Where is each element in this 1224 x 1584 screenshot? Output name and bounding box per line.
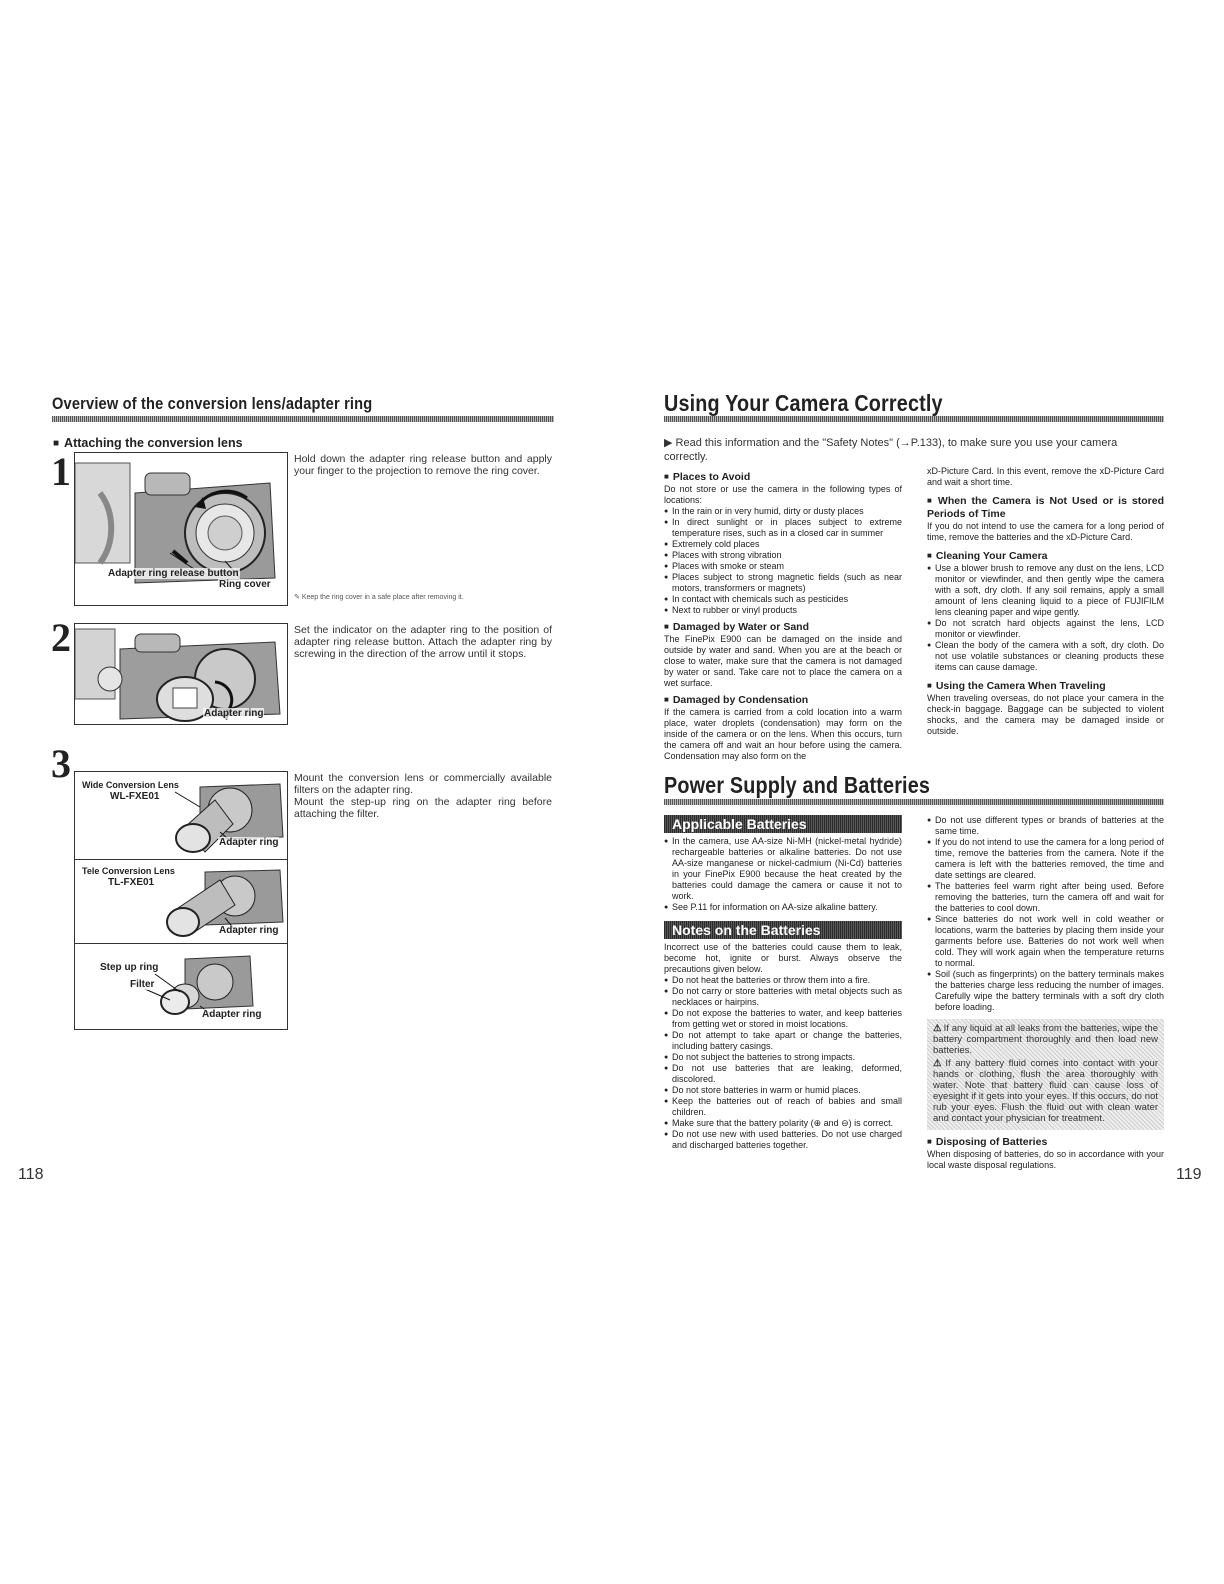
label-adapter-ring-tele: Adapter ring	[219, 925, 279, 936]
list-item: ● See P.11 for information on AA-size alkaline battery.	[664, 902, 902, 913]
label-step-up-ring: Step up ring	[100, 962, 159, 973]
step-3-tele-lens-figure	[74, 859, 288, 945]
list-item: ● Do not scratch hard objects against the lens, LCD monitor or viewfinder.	[927, 618, 1164, 640]
water-sand-text: The FinePix E900 can be damaged on the inside and outside by water and sand. When you are at the beach or close to water, make sure that the camera is not damaged by water or sand. Take care not to place the camera on a wet surface.	[664, 634, 902, 688]
step-3-text-line2: Mount the step-up ring on the adapter ring before attaching the filter.	[294, 796, 552, 820]
right-page-title: Using Your Camera Correctly	[664, 390, 943, 416]
list-item: ● Keep the batteries out of reach of babies and small children.	[664, 1096, 902, 1118]
list-item: ● The batteries feel warm right after being used. Before removing the batteries, turn the camera off and wait for the batteries to cool down.	[927, 881, 1164, 914]
power-title-rule	[664, 799, 1164, 805]
list-item: ● Do not store batteries in warm or humid places.	[664, 1085, 902, 1096]
not-used-heading: ■ When the Camera is Not Used or is stored Periods of Time	[927, 494, 1164, 521]
note-icon: ✎	[294, 594, 302, 601]
list-item: ● Do not use different types or brands of batteries at the same time.	[927, 815, 1164, 837]
right-title-rule	[664, 416, 1164, 422]
notes-list	[664, 975, 902, 1151]
list-item: ● In contact with chemicals such as pesticides	[664, 594, 902, 605]
list-item: ● In direct sunlight or in places subject to extreme temperature rises, such as in a closed car in summer	[664, 517, 902, 539]
label-filter: Filter	[130, 979, 155, 990]
label-adapter-ring-step2: Adapter ring	[204, 708, 264, 719]
step-1-note: ✎ Keep the ring cover in a safe place after removing it.	[294, 594, 464, 601]
notes-batteries-banner: Notes on the Batteries	[664, 921, 902, 939]
list-item: ● If you do not intend to use the camera for a long period of time, remove the batteries from the camera. Note if the camera is left with the batteries removed, the time and date settings are cleared.	[927, 837, 1164, 881]
list-item: ● Do not carry or store batteries with metal objects such as necklaces or hairpins.	[664, 986, 902, 1008]
label-adapter-ring-filter: Adapter ring	[202, 1009, 262, 1020]
water-sand-heading: ■ Damaged by Water or Sand	[664, 620, 902, 634]
label-wl-fxe01: WL-FXE01	[110, 791, 160, 802]
label-tele-conversion-lens: Tele Conversion Lens	[82, 866, 175, 876]
traveling-heading: ■ Using the Camera When Traveling	[927, 679, 1164, 693]
step-1-number: 1	[51, 449, 71, 494]
step-3-step-up-ring-figure	[74, 943, 288, 1030]
notes-continued-list	[927, 815, 1164, 1013]
step-2-number: 2	[51, 615, 71, 660]
right-col1-top	[664, 466, 902, 762]
places-to-avoid-intro: Do not store or use the camera in the following types of locations:	[664, 484, 902, 505]
warning-triangle-icon: ⚠	[933, 1058, 944, 1069]
step-3-wide-lens-figure	[74, 771, 288, 861]
xd-card-text: xD-Picture Card. In this event, remove the xD-Picture Card and wait a short time.	[927, 466, 1164, 487]
applicable-batteries-banner: Applicable Batteries	[664, 815, 902, 833]
list-item: ● Do not subject the batteries to strong impacts.	[664, 1052, 902, 1063]
label-adapter-ring-wide: Adapter ring	[219, 837, 279, 848]
step-2-text: Set the indicator on the adapter ring to the position of adapter ring release button. Attach the adapter ring by screwing in the direction of the arrow until it stops.	[294, 624, 552, 660]
list-item: ● Do not use new with used batteries. Do not use charged and discharged batteries together.	[664, 1129, 902, 1151]
attach-lens-subheading: ■ Attaching the conversion lens	[53, 436, 243, 450]
notes-intro: Incorrect use of the batteries could cause them to leak, become hot, ignite or burst. Always observe the precautions given below.	[664, 942, 902, 974]
list-item: ● Do not expose the batteries to water, and keep batteries from getting wet or stored in moist locations.	[664, 1008, 902, 1030]
left-page-title: Overview of the conversion lens/adapter ring	[52, 394, 373, 413]
page-number-right: 119	[1176, 1166, 1202, 1183]
warning-item: ⚠ If any battery fluid comes into contact with your hands or clothing, flush the area thoroughly with water. Note that battery fluid can cause loss of eyesight if it gets into your eyes. If this occurs, do not rub your eyes. Flush the fluid out with clean water and contact your physician for treatment.	[933, 1058, 1158, 1124]
right-intro: ▶ Read this information and the "Safety Notes" (→P.133), to make sure you use your camera correctly.	[664, 437, 1118, 463]
places-to-avoid-heading: ■ Places to Avoid	[664, 470, 902, 484]
traveling-text: When traveling overseas, do not place your camera in the check-in baggage. Baggage can be subjected to violent shocks, and the camera may be damaged inside or outside.	[927, 693, 1164, 736]
warning-item: ⚠ If any liquid at all leaks from the batteries, wipe the battery compartment thoroughly and then load new batteries.	[933, 1023, 1158, 1056]
battery-warning-box	[927, 1019, 1164, 1130]
list-item: ● Use a blower brush to remove any dust on the lens, LCD monitor or viewfinder, and then gently wipe the camera with a soft, dry cloth. If any soil remains, apply a small amount of lens cleaning liquid to a piece of FUJIFILM lens cleaning paper and wipe gently.	[927, 563, 1164, 618]
cleaning-heading: ■ Cleaning Your Camera	[927, 549, 1164, 563]
list-item: ● Do not attempt to take apart or change the batteries, including battery casings.	[664, 1030, 902, 1052]
list-item: ● Since batteries do not work well in cold weather or locations, warm the batteries by placing them inside your garments before use. Batteries do not work well when cold. They will work again when the temperature returns to normal.	[927, 914, 1164, 969]
right-col2-top	[927, 466, 1164, 737]
list-item: ● In the rain or in very humid, dirty or dusty places	[664, 506, 902, 517]
list-item: ● In the camera, use AA-size Ni-MH (nickel-metal hydride) rechargeable batteries or alkaline batteries. Do not use AA-size manganese or nickel-cadmium (Ni-Cd) batteries in your FinePix E900 because the heat created by the batteries could damage the camera or cause it not to work.	[664, 836, 902, 902]
list-item: ● Places with strong vibration	[664, 550, 902, 561]
not-used-text: If you do not intend to use the camera for a long period of time, remove the batteries and the xD-Picture Card.	[927, 521, 1164, 542]
list-item: ● Places subject to strong magnetic fields (such as near motors, transformers or magnets)	[664, 572, 902, 594]
disposing-heading: ■ Disposing of Batteries	[927, 1135, 1164, 1149]
arrow-bullet-icon: ▶	[664, 437, 676, 449]
condensation-heading: ■ Damaged by Condensation	[664, 693, 902, 707]
list-item: ● Extremely cold places	[664, 539, 902, 550]
power-supply-title: Power Supply and Batteries	[664, 772, 931, 798]
list-item: ● Next to rubber or vinyl products	[664, 605, 902, 616]
list-item: ● Soil (such as fingerprints) on the battery terminals makes the batteries charge less reducing the number of images. Carefully wipe the battery terminals with a soft dry cloth before loading.	[927, 969, 1164, 1013]
places-to-avoid-list	[664, 506, 902, 616]
applicable-list	[664, 836, 902, 913]
condensation-text: If the camera is carried from a cold location into a warm place, water droplets (condensation) may form on the inside of the camera or on the lens. When this occurs, turn the camera off and wait an hour before using the camera. Condensation may also form on the	[664, 707, 902, 761]
list-item: ● Places with smoke or steam	[664, 561, 902, 572]
cleaning-list	[927, 563, 1164, 673]
step-2-figure	[74, 623, 288, 725]
warning-triangle-icon: ⚠	[933, 1023, 942, 1034]
list-item: ● Make sure that the battery polarity (⊕ and ⊖) is correct.	[664, 1118, 902, 1129]
left-title-rule	[52, 416, 554, 422]
right-col2-bottom	[927, 815, 1164, 1171]
step-3-text	[294, 772, 552, 820]
disposing-text: When disposing of batteries, do so in accordance with your local waste disposal regulations.	[927, 1149, 1164, 1170]
step-3-number: 3	[51, 741, 71, 786]
label-ring-cover: Ring cover	[219, 579, 271, 590]
step-3-text-line1: Mount the conversion lens or commercially available filters on the adapter ring.	[294, 772, 552, 796]
list-item: ● Do not heat the batteries or throw them into a fire.	[664, 975, 902, 986]
label-adapter-ring-release-button: Adapter ring release button	[108, 568, 239, 579]
list-item: ● Do not use batteries that are leaking, deformed, discolored.	[664, 1063, 902, 1085]
label-wide-conversion-lens: Wide Conversion Lens	[82, 780, 179, 790]
label-tl-fxe01: TL-FXE01	[108, 877, 155, 888]
page-number-left: 118	[18, 1166, 44, 1183]
step-1-figure	[74, 452, 288, 606]
step-1-text: Hold down the adapter ring release button and apply your finger to the projection to remove the ring cover.	[294, 453, 552, 477]
right-col1-bottom	[664, 815, 902, 1151]
list-item: ● Clean the body of the camera with a soft, dry cloth. Do not use volatile substances or cleaning products these items can cause damage.	[927, 640, 1164, 673]
